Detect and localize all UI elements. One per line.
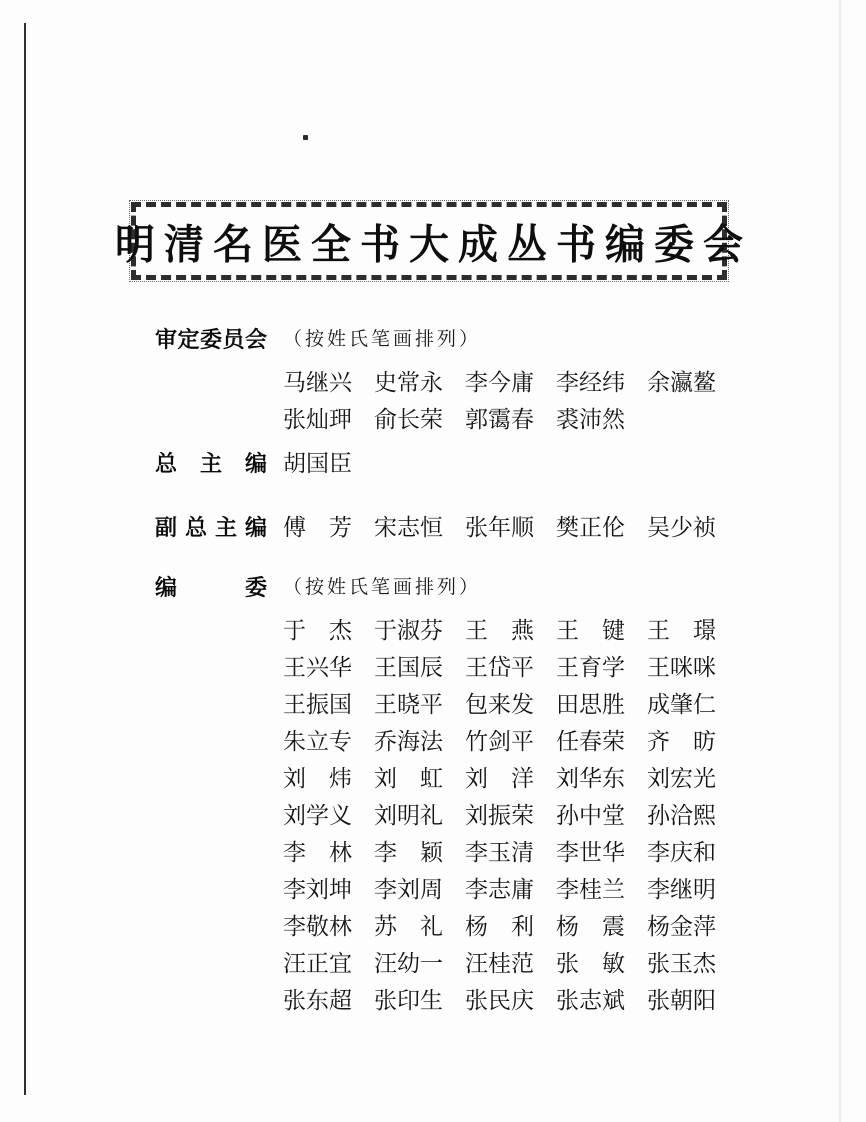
committee-member-name: 余 瀛 鳌 [647,369,716,395]
title-box [115,202,752,280]
page-fold-line [839,0,841,1122]
section-label: 编 委 [155,575,267,600]
committee-member-name: 郭 霭 春 [465,406,534,432]
committee-member-name: 刘 虹 [374,765,443,791]
committee-member-name: 宋 志 恒 [374,515,443,540]
committee-member-name: 张 民 庆 [465,987,534,1013]
committee-member-name: 孙 中 堂 [556,802,625,828]
committee-member-name: 吴 少 祯 [647,515,716,540]
committee-member-name: 李 颖 [374,839,443,865]
committee-member-name: 刘 学 义 [283,802,352,828]
committee-member-name: 刘 宏 光 [647,765,716,791]
committee-member-name: 王 国 辰 [374,654,443,680]
committee-member-name: 张 年 顺 [465,515,534,540]
committee-member-name: 任 春 荣 [556,728,625,754]
committee-member-name: 樊 正 伦 [556,515,625,540]
section-deputy-chief-editors [155,515,716,541]
committee-member-name: 包 来 发 [465,691,534,717]
committee-member-name: 张 灿 玾 [283,406,352,432]
name-row [283,686,716,723]
committee-member-name: 李 庆 和 [647,839,716,865]
name-row [283,982,716,1019]
sort-note: （按姓氏笔画排列） [283,329,482,350]
name-row [283,515,716,541]
committee-member-name: 傅 芳 [283,515,352,540]
committee-member-name: 李 玉 清 [465,839,534,865]
member-rows [283,612,716,1019]
committee-member-name: 刘 明 礼 [374,802,443,828]
section-chief-editor [155,451,352,477]
committee-member-name: 王 键 [556,617,625,643]
committee-member-name: 王 岱 平 [465,654,534,680]
committee-member-name: 汪 桂 范 [465,950,534,976]
committee-member-name: 李 刘 周 [374,876,443,902]
committee-member-name: 刘 华 东 [556,765,625,791]
ink-speck [303,135,308,140]
committee-member-name: 成 肇 仁 [647,691,716,717]
committee-member-name: 汪 幼 一 [374,950,443,976]
committee-member-name: 苏 礼 [374,913,443,939]
member-rows [283,515,716,541]
committee-member-name: 王 咪 咪 [647,654,716,680]
committee-member-name: 于 杰 [283,617,352,643]
scan-edge-line [24,23,26,1095]
committee-member-name: 李 志 庸 [465,876,534,902]
committee-member-name: 孙 洽 熙 [647,802,716,828]
committee-member-name: 王 育 学 [556,654,625,680]
name-row [283,760,716,797]
committee-member-name: 马 继 兴 [283,369,352,395]
committee-member-name: 张 玉 杰 [647,950,716,976]
committee-member-name: 齐 昉 [647,728,716,754]
committee-member-name: 张 东 超 [283,987,352,1013]
committee-member-name: 刘 振 荣 [465,802,534,828]
committee-member-name: 于 淑 芬 [374,617,443,643]
committee-member-name: 胡 国 臣 [283,451,352,476]
committee-member-name: 张 志 斌 [556,987,625,1013]
section-label: 总 主 编 [155,451,267,476]
name-row [283,871,716,908]
name-row [283,908,716,945]
committee-member-name: 李 敬 林 [283,913,352,939]
series-title: 明清名医全书大成丛书编委会 [115,221,752,268]
committee-member-name: 张 敏 [556,950,625,976]
committee-member-name: 李 经 纬 [556,369,625,395]
committee-member-name: 李 继 明 [647,876,716,902]
committee-member-name: 刘 炜 [283,765,352,791]
name-row [283,451,352,477]
name-row [283,401,716,438]
name-row [283,945,716,982]
committee-member-name: 竹 剑 平 [465,728,534,754]
committee-member-name: 王 兴 华 [283,654,352,680]
committee-member-name: 乔 海 法 [374,728,443,754]
committee-member-name: 李 世 华 [556,839,625,865]
committee-member-name: 杨 利 [465,913,534,939]
committee-member-name: 李 桂 兰 [556,876,625,902]
member-rows [283,364,716,438]
committee-member-name: 李 今 庸 [465,369,534,395]
section-review-committee [155,327,716,438]
committee-member-name: 王 燕 [465,617,534,643]
committee-member-name: 王 璟 [647,617,716,643]
committee-member-name: 杨 震 [556,913,625,939]
committee-member-name: 朱 立 专 [283,728,352,754]
committee-member-name: 刘 洋 [465,765,534,791]
name-row [283,723,716,760]
committee-member-name: 裘 沛 然 [556,406,625,432]
committee-member-name: 张 印 生 [374,987,443,1013]
committee-member-name: 汪 正 宜 [283,950,352,976]
name-row [283,612,716,649]
section-label: 副 总 主 编 [155,515,267,540]
committee-member-name: 李 刘 坤 [283,876,352,902]
committee-member-name: 李 林 [283,839,352,865]
committee-member-name: 张 朝 阳 [647,987,716,1013]
name-row [283,649,716,686]
section-editorial-board [155,575,716,1019]
committee-member-name: 史 常 永 [374,369,443,395]
name-row [283,834,716,871]
committee-member-name: 俞 长 荣 [374,406,443,432]
committee-member-name: 王 晓 平 [374,691,443,717]
member-rows [283,451,352,477]
committee-member-name: 杨 金 萍 [647,913,716,939]
sort-note: （按姓氏笔画排列） [283,577,482,598]
name-row [283,797,716,834]
committee-member-name: 王 振 国 [283,691,352,717]
section-label: 审 定 委 员 会 [155,327,267,352]
name-row [283,364,716,401]
committee-member-name: 田 思 胜 [556,691,625,717]
